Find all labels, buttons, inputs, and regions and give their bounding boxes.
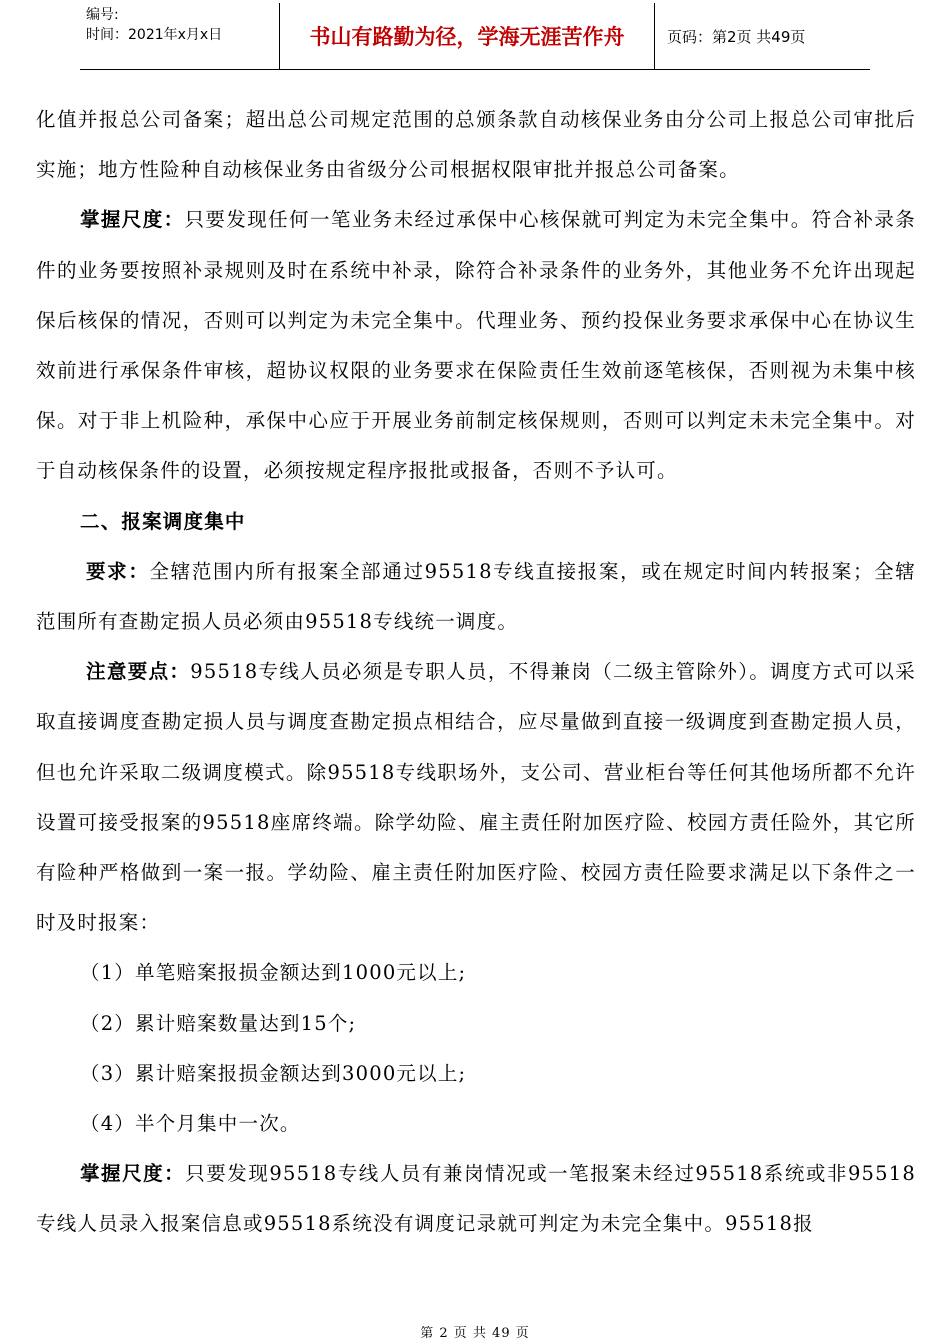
- paragraph-3: [36, 547, 916, 647]
- header-page-info: 页码：第2页 共49页: [667, 27, 806, 46]
- paragraph-4: [36, 647, 916, 948]
- paragraph-2-text: 只要发现任何一笔业务未经过承保中心核保就可判定为未完全集中。符合补录条件的业务要按照补录规则及时在系统中补录，除符合补录条件的业务外，其他业务不允许出现起保后核保的情况，否则可以判定为未完全集中。代理业务、预约投保业务要求承保中心在协议生效前进行承保条件审核，超协议权限的业务要求在保险责任生效前逐笔核保，否则视为未集中核保。对于非上机险种，承保中心应于开展业务前制定核保规则，否则可以判定未未完全集中。对于自动核保条件的设置，必须按规定程序报批或报备，否则不予认可。: [36, 208, 916, 483]
- list-item-4: （4）半个月集中一次。: [80, 1112, 301, 1136]
- paragraph-3-text: 全辖范围内所有报案全部通过95518专线直接报案，或在规定时间内转报案；全辖范围所有查勘定损人员必须由95518专线统一调度。: [36, 559, 916, 634]
- header-motto: 书山有路勤为径，学海无涯苦作舟: [280, 3, 655, 69]
- section-heading: 二、报案调度集中: [80, 509, 246, 533]
- paragraph-5-label: 掌握尺度：: [80, 1162, 186, 1186]
- list-item-1: （1）单笔赔案报损金额达到1000元以上;: [80, 961, 467, 985]
- page-header: [80, 3, 870, 70]
- header-meta: [80, 3, 280, 69]
- list-item-3: （3）累计赔案报损金额达到3000元以上;: [80, 1061, 467, 1085]
- paragraph-2: [36, 195, 916, 496]
- paragraph-5-text: 只要发现95518专线人员有兼岗情况或一笔报案未经过95518系统或非95518专线人员录入报案信息或95518系统没有调度记录就可判定为未完全集中。95518报: [36, 1162, 916, 1236]
- paragraph-5: [36, 1149, 916, 1249]
- page-footer: 第 2 页 共 49 页: [420, 1326, 530, 1341]
- list-item-2: （2）累计赔案数量达到15个;: [80, 1011, 357, 1035]
- paragraph-1: 化值并报总公司备案；超出总公司规定范围的总颁条款自动核保业务由分公司上报总公司审批后实施；地方性险种自动核保业务由省级分公司根据权限审批并报总公司备案。: [36, 108, 916, 182]
- time-label: 时间：2021年x月x日: [86, 27, 223, 43]
- document-body: [36, 95, 916, 1250]
- paragraph-4-label: 注意要点：: [86, 660, 191, 684]
- paragraph-3-label: 要求：: [86, 559, 150, 583]
- number-label: 编号:: [86, 7, 119, 23]
- paragraph-2-label: 掌握尺度：: [80, 208, 185, 232]
- paragraph-4-text: 95518专线人员必须是专职人员，不得兼岗（二级主管除外）。调度方式可以采取直接调度查勘定损人员与调度查勘定损点相结合，应尽量做到直接一级调度到查勘定损人员，但也允许采取二级调度模式。除95518专线职场外，支公司、营业柜台等任何其他场所都不允许设置可接受报案的95518座席终端。除学幼险、雇主责任附加医疗险、校园方责任险外，其它所有险种严格做到一案一报。学幼险、雇主责任附加医疗险、校园方责任险要求满足以下条件之一时及时报案：: [36, 660, 916, 935]
